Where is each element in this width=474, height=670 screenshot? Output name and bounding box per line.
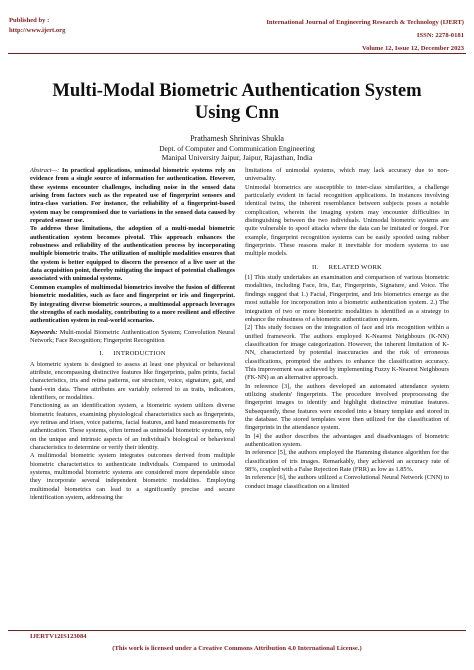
related-paragraph-6: In reference [6], the authors utilized a Convolutional Neural Network (CNN) to conduct image classification on a limited: [245, 474, 449, 490]
published-by: Published by :: [9, 17, 50, 24]
related-paragraph-2: [2] This study focuses on the integration of face and iris recognition within a unified framework. The authors employed K-Nearest Neighbours (K-NN) classification for image categorization. However, the inherent limitation of K-NN, characterized by potential inaccuracies and the risk of erroneous classifications, prompted the authors to enhance the classification accuracy. This improvement was achieved by implementing Fuzzy K-Nearest Neighbours (FK-NN) as an alternative approach.: [245, 324, 449, 382]
author-affiliation: Manipal University Jaipur, Jaipur, Rajasthan, India: [161, 153, 313, 162]
paper-title: [20, 80, 454, 124]
header-right: [266, 16, 464, 55]
section-number: II.: [311, 263, 319, 271]
related-paragraph-1: [1] This study undertakes an examination and comparison of various biometric modalities, including Face, Iris, Ear, Fingerprints, Signature, and Voice. The findings suggest that 1.) Facial, Fingerprint, and Iris biometrics emerge as the most suitable for incorporation into a biometric authentication system. 2.) The integration of two or more biometric modalities is identified as a strategy to enhance the robustness of a biometric authentication system.: [245, 274, 449, 323]
section-title: INTRODUCTION: [113, 350, 166, 358]
section-heading-introduction: [30, 350, 235, 358]
related-paragraph-4: In [4] the author describes the advantages and disadvantages of biometric authentication system.: [245, 432, 449, 448]
section-title: RELATED WORK: [328, 263, 383, 271]
related-paragraph-3: In reference [3], the authors developed an automated attendance system utilizing students' fingerprints. The procedure involved preprocessing the fingerprint images to identify and highlight distinctive minutiae features. Subsequently, these features were encoded into a binary template and stored in the database. The stored templates were then utilized for the classification of fingerprints in the attendance system.: [245, 382, 449, 432]
right-column: [245, 167, 449, 491]
abstract-text-1: In practical applications, unimodal biometric systems rely on evidence from a single source of information for authentication. However, these systems encounter challenges, including noise in the sensed data arising from factors such as the repeated use of fingerprint sensors and intra-class variation. For instance, the reliability of a fingerprint-based system may be compromised due to variations in the sensed data caused by repeated sensor use.: [30, 167, 235, 225]
section-number: I.: [99, 350, 104, 358]
intro-paragraph-3: A multimodal biometric system integrates outcomes derived from multiple biometric characteristics to authenticate individuals. Compared to unimodal systems, multimodal biometric systems are considered more dependable since they incorporate several independent biometric modalities. Employing multimodal biometrics can lead to a significantly precise and secure identification system, addressing the: [30, 452, 235, 502]
intro-paragraph-4: Unimodal biometrics are susceptible to inter-class similarities, a challenge particularly evident in facial recognition applications. In instances involving identical twins, the inherent resemblance between subjects poses a notable complication, wherein the imaging system may encounter difficulties in distinguishing between the two individuals. Unimodal biometric systems are quite vulnerable to spoof attacks where the data can be imitated or forged. For example, fingerprint recognition systems can be easily spoofed using rubber fingerprints. These reasons make it inevitable for modern systems to use multiple models.: [245, 183, 449, 258]
abstract-paragraph-1: [30, 167, 235, 225]
keywords: [30, 329, 235, 346]
intro-paragraph-1: A biometric system is designed to assess at least one physical or behavioral attribute, encompassing distinctive features like fingerprints, palm prints, facial characteristics, iris and retina patterns, ear structure, voice, signature, gait, and hand-vein data. These attributes are variably referred to as traits, indicators, identifiers, or modalities.: [30, 360, 235, 401]
title-line-1: Multi-Modal Biometric Authentication System: [52, 80, 422, 101]
abstract-paragraph-2: To address these limitations, the adoption of a multi-modal biometric authentication system becomes pivotal. This approach enhances the robustness and reliability of the authentication process by incorporating multiple biometric traits. The utilization of multiple modalities ensures that the system is better equipped to discern the presence of a live user at the data acquisition point, thereby mitigating the impact of potential challenges associated with unimodal systems.: [30, 225, 235, 283]
title-line-2: Using Cnn: [194, 102, 280, 123]
author-name: Prathamesh Shrinivas Shukla: [190, 134, 284, 143]
website-link[interactable]: http://www.ijert.org: [9, 27, 66, 34]
author-dept: Dept. of Computer and Communication Engineering: [159, 143, 315, 153]
keywords-text: Multi-modal Biometric Authentication System; Convolution Neural Network; Face Recognition; Fingerprint Recognition: [30, 328, 235, 344]
issn: ISSN: 2278-0181: [416, 32, 464, 39]
intro-continuation: limitations of unimodal systems, which may lack accuracy due to non-universality.: [245, 167, 449, 183]
abstract-paragraph-3: Common examples of multimodal biometrics involve the fusion of different biometric modalities, such as face and fingerprint or iris and fingerprint. By integrating diverse biometric sources, a multimodal approach leverages the strengths of each modality, contributing to a more resilient and effective authentication system in real-world scenarios.: [30, 283, 235, 325]
header-divider: [8, 53, 466, 54]
section-heading-related-work: [245, 264, 449, 272]
license-notice[interactable]: (This work is licensed under a Creative Commons Attribution 4.0 International License.): [112, 645, 362, 652]
volume-issue: Volume 12, Issue 12, December 2023: [361, 45, 464, 52]
related-paragraph-5: In reference [5], the authors employed the Hamming distance algorithm for the classification of iris images. Remarkably, they achieved an accuracy rate of 98%, coupled with a False Rejection Rate (FRR) as low as 1.85%.: [245, 449, 449, 474]
author-block: [20, 134, 454, 163]
journal-name: International Journal of Engineering Research & Technology (IJERT): [266, 19, 464, 26]
paper-id: IJERTV12IS123084: [30, 633, 87, 640]
intro-paragraph-2: Functioning as an identification system, a biometric system utilizes diverse biometric features, examining physiological characteristics such as fingerprints, eye retinas and irises, voice patterns, facial features, and hand measurements for authentication. These systems, often termed as unimodal biometric systems, rely on the unique and intrinsic aspects of an individual's biological or behavioral characteristics to determine or verify their identity.: [30, 402, 235, 451]
keywords-label: Keywords:: [30, 328, 58, 336]
left-column: [30, 167, 235, 502]
abstract-label: Abstract—:: [30, 167, 60, 174]
footer-divider: [8, 630, 466, 631]
header-left: [9, 16, 65, 36]
